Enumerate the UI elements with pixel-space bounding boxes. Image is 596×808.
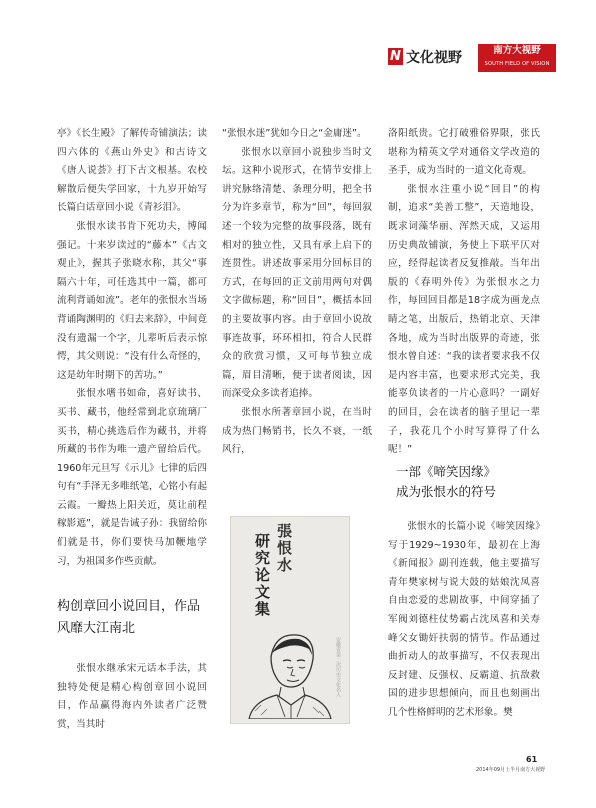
article-column-1-tail <box>57 660 207 734</box>
magazine-name: 南方大视野 <box>493 45 541 56</box>
subheading-line-2: 成为张恨水的符号 <box>396 484 497 499</box>
paragraph: 亭》《长生殿》了解传奇铺演法；读四六体的《燕山外史》和古诗文《唐人说荟》打下古文根基。农校解散后便失学回家，十九岁开始写长篇白话章回小说《青衫泪》。 <box>57 128 207 214</box>
subheading-right <box>396 462 546 502</box>
subheading-line-1: 一部《啼笑因缘》 <box>396 464 497 479</box>
subheading-left: 构创章回小说回目，作品风靡大江南北 <box>57 599 201 636</box>
paragraph: 张恨水继承宋元话本手法，其独特处便是精心构创章回小说回目，作品赢得海内外读者广泛赞赏，当其时 <box>57 663 207 730</box>
paragraph: “张恨水迷”犹如今日之“金庸迷”。 <box>222 128 367 139</box>
side-stamp-text: 安徽省第二次历史文化名人 <box>335 637 341 697</box>
issue-info: 2014年09月上半月南方大视野 <box>476 767 546 773</box>
page-number: 61 <box>526 755 538 764</box>
paragraph: 张恨水嗜书如命，喜好读书、买书、藏书，他经常到北京琉璃厂买书，精心挑选后作为藏书，并将所藏的书作为唯一遗产留给后代。1960年元旦写《示儿》七律的后四句有“手泽无多唯纸笔，心铭小有起云霞。一瓣热上阳关近，莫让前程稼影遮”，就是告诫子孙：我留给你们就是书，你们要快马加鞭地学习，为祖国多作些贡献。 <box>57 388 207 567</box>
section-header <box>388 44 556 74</box>
magazine-name-english: SOUTH FIELD OF VISION <box>484 61 550 67</box>
paragraph: 张恨水以章回小说独步当时文坛。这种小说形式，在情节安排上讲究脉络清楚、条理分明，把全书分为许多章节，称为“回”，每回叙述一个较为完整的故事段落，既有相对的独立性，又具有承上启下的连贯性。讲述故事采用分回标目的方式，在每回的正文前用两句对偶文字做标题，称“回目”，概括本回的主要故事内容。由于章回小说故事连故事，环环相扣，符合人民群众的欣赏习惯，又可每节独立成篇，眉目清晰，便于读者阅读，因而深受众多读者追捧。 <box>222 146 372 400</box>
article-column-2 <box>222 125 372 460</box>
section-title: 文化视野 <box>406 50 462 66</box>
book-cover-photo <box>230 516 350 724</box>
paragraph: 张恨水的长篇小说《啼笑因缘》写于1929~1930年，最初在上海《新闻报》副刊连载，他主要描写青年樊家树与说大鼓的姑娘沈凤喜自由恋爱的悲剧故事，中间穿插了军阀刘德柱仗势霸占沈凤喜和关寿峰父女锄奸扶弱的情节。作品通过曲折动人的故事描写，不仅表现出反封建、反强权、反霸道、抗敌救国的进步思想倾向，而且也刻画出几个性格鲜明的艺术形象。樊 <box>388 521 540 718</box>
magazine-badge <box>478 44 556 72</box>
paragraph: 张恨水注重小说“回目”的构制，追求“美善工整”，天造地设，既求词藻华丽、浑然天成，又运用历史典故铺演，务使上下联平仄对应，经得起读者反复推敲。当年出版的《春明外传》为张恨水之力作，每回回目都是18字成为画龙点睛之笔，出版后，热销北京、天津各地，成为当时出版界的奇迹，张恨水曾自述：“我的读者要求我不仅是内容丰富，也要求形式完美，我能辜负读者的一片心意吗？一副好的回目，会在读者的脑子里记一辈子，我花几个小时写算得了什么呢！” <box>388 183 540 456</box>
article-column-3 <box>388 125 540 460</box>
paragraph: 洛阳纸贵。它打破雅俗界限，张氏堪称为精英文学对通俗文学改造的圣手，成为当时的一道文化奇观。 <box>388 128 540 177</box>
paragraph: 张恨水读书肯下死功夫，博闻强记。十来岁读过的“藤本”《古文观止》，握其子张晓水称，其父“事隔六十年，可任选其中一篇，都可流利背诵如流”。老年的张恨水当场背诵陶渊明的《归去来辞》，中间竟没有遗漏一个字，儿辈听后表示惊愕，其父则说：“没有什么奇怪的，这是幼年时期下的苦功。” <box>57 220 207 381</box>
cover-calligraphy-author: 張 恨 水 <box>277 522 293 574</box>
paragraph: 张恨水所著章回小说，在当时成为热门畅销书，长久不衰，一纸风行， <box>222 406 372 456</box>
article-column-1 <box>57 125 207 571</box>
author-portrait-sketch <box>241 627 337 719</box>
cover-title-text: 研 究 论 文 集 <box>255 532 271 618</box>
article-column-3-tail <box>388 518 540 723</box>
book-cover-title <box>237 521 345 639</box>
section-logo-icon: N <box>388 48 403 65</box>
